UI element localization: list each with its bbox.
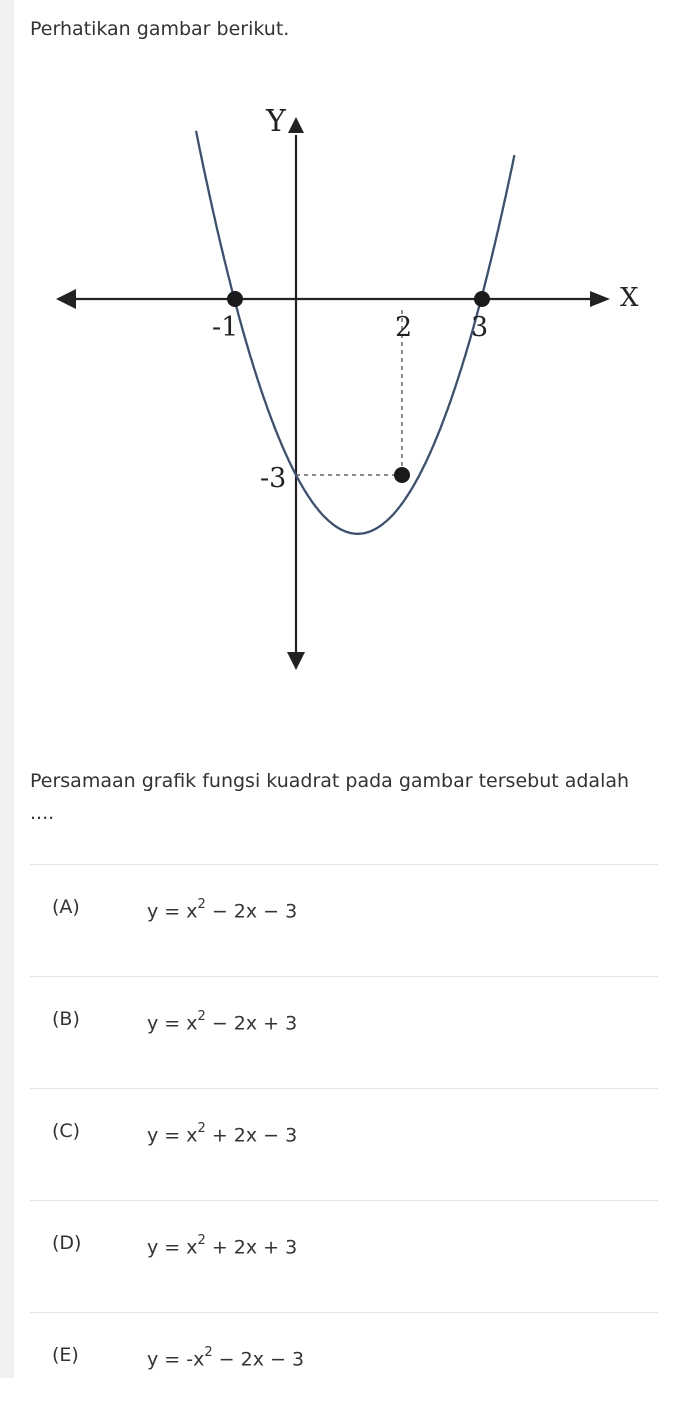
option-letter: (B) (52, 1008, 80, 1030)
option-c[interactable] (30, 1088, 658, 1200)
y-axis-label: Y (266, 104, 286, 139)
label-y-minus-three: -3 (260, 463, 287, 494)
option-e[interactable] (30, 1312, 658, 1424)
answer-options (30, 864, 658, 1424)
option-expression: $y = x^2 - 2x + 3$ (147, 1009, 298, 1035)
label-x-three: 3 (471, 312, 489, 343)
option-expression: $y = x^2 + 2x - 3$ (147, 1121, 298, 1147)
option-letter: (C) (52, 1120, 81, 1142)
option-a[interactable] (30, 864, 658, 976)
option-letter: (A) (52, 896, 80, 918)
left-gutter (0, 0, 14, 1378)
y-axis-down-arrow (287, 652, 305, 670)
option-b[interactable] (30, 976, 658, 1088)
graph-svg (50, 95, 650, 685)
question-intro: Perhatikan gambar berikut. (30, 18, 290, 40)
x-axis-label: X (620, 283, 639, 313)
option-expression: $y = -x^2 - 2x - 3$ (147, 1345, 305, 1371)
point-root-left (227, 291, 243, 307)
option-letter: (D) (52, 1232, 82, 1254)
parabola-graph (50, 95, 650, 685)
label-x-two: 2 (395, 312, 413, 343)
point-x2-ym3 (394, 467, 410, 483)
x-axis-right-arrow (590, 291, 610, 307)
option-letter: (E) (52, 1344, 79, 1366)
question-text: Persamaan grafik fungsi kuadrat pada gambar tersebut adalah .... (30, 770, 630, 824)
option-expression: $y = x^2 - 2x - 3$ (147, 897, 298, 923)
point-root-right (474, 291, 490, 307)
y-axis-up-arrow (288, 117, 304, 133)
x-axis-left-arrow (56, 289, 76, 309)
label-x-minus-one: -1 (212, 312, 239, 343)
option-expression: $y = x^2 + 2x + 3$ (147, 1233, 298, 1259)
option-d[interactable] (30, 1200, 658, 1312)
parabola-curve (196, 131, 514, 534)
